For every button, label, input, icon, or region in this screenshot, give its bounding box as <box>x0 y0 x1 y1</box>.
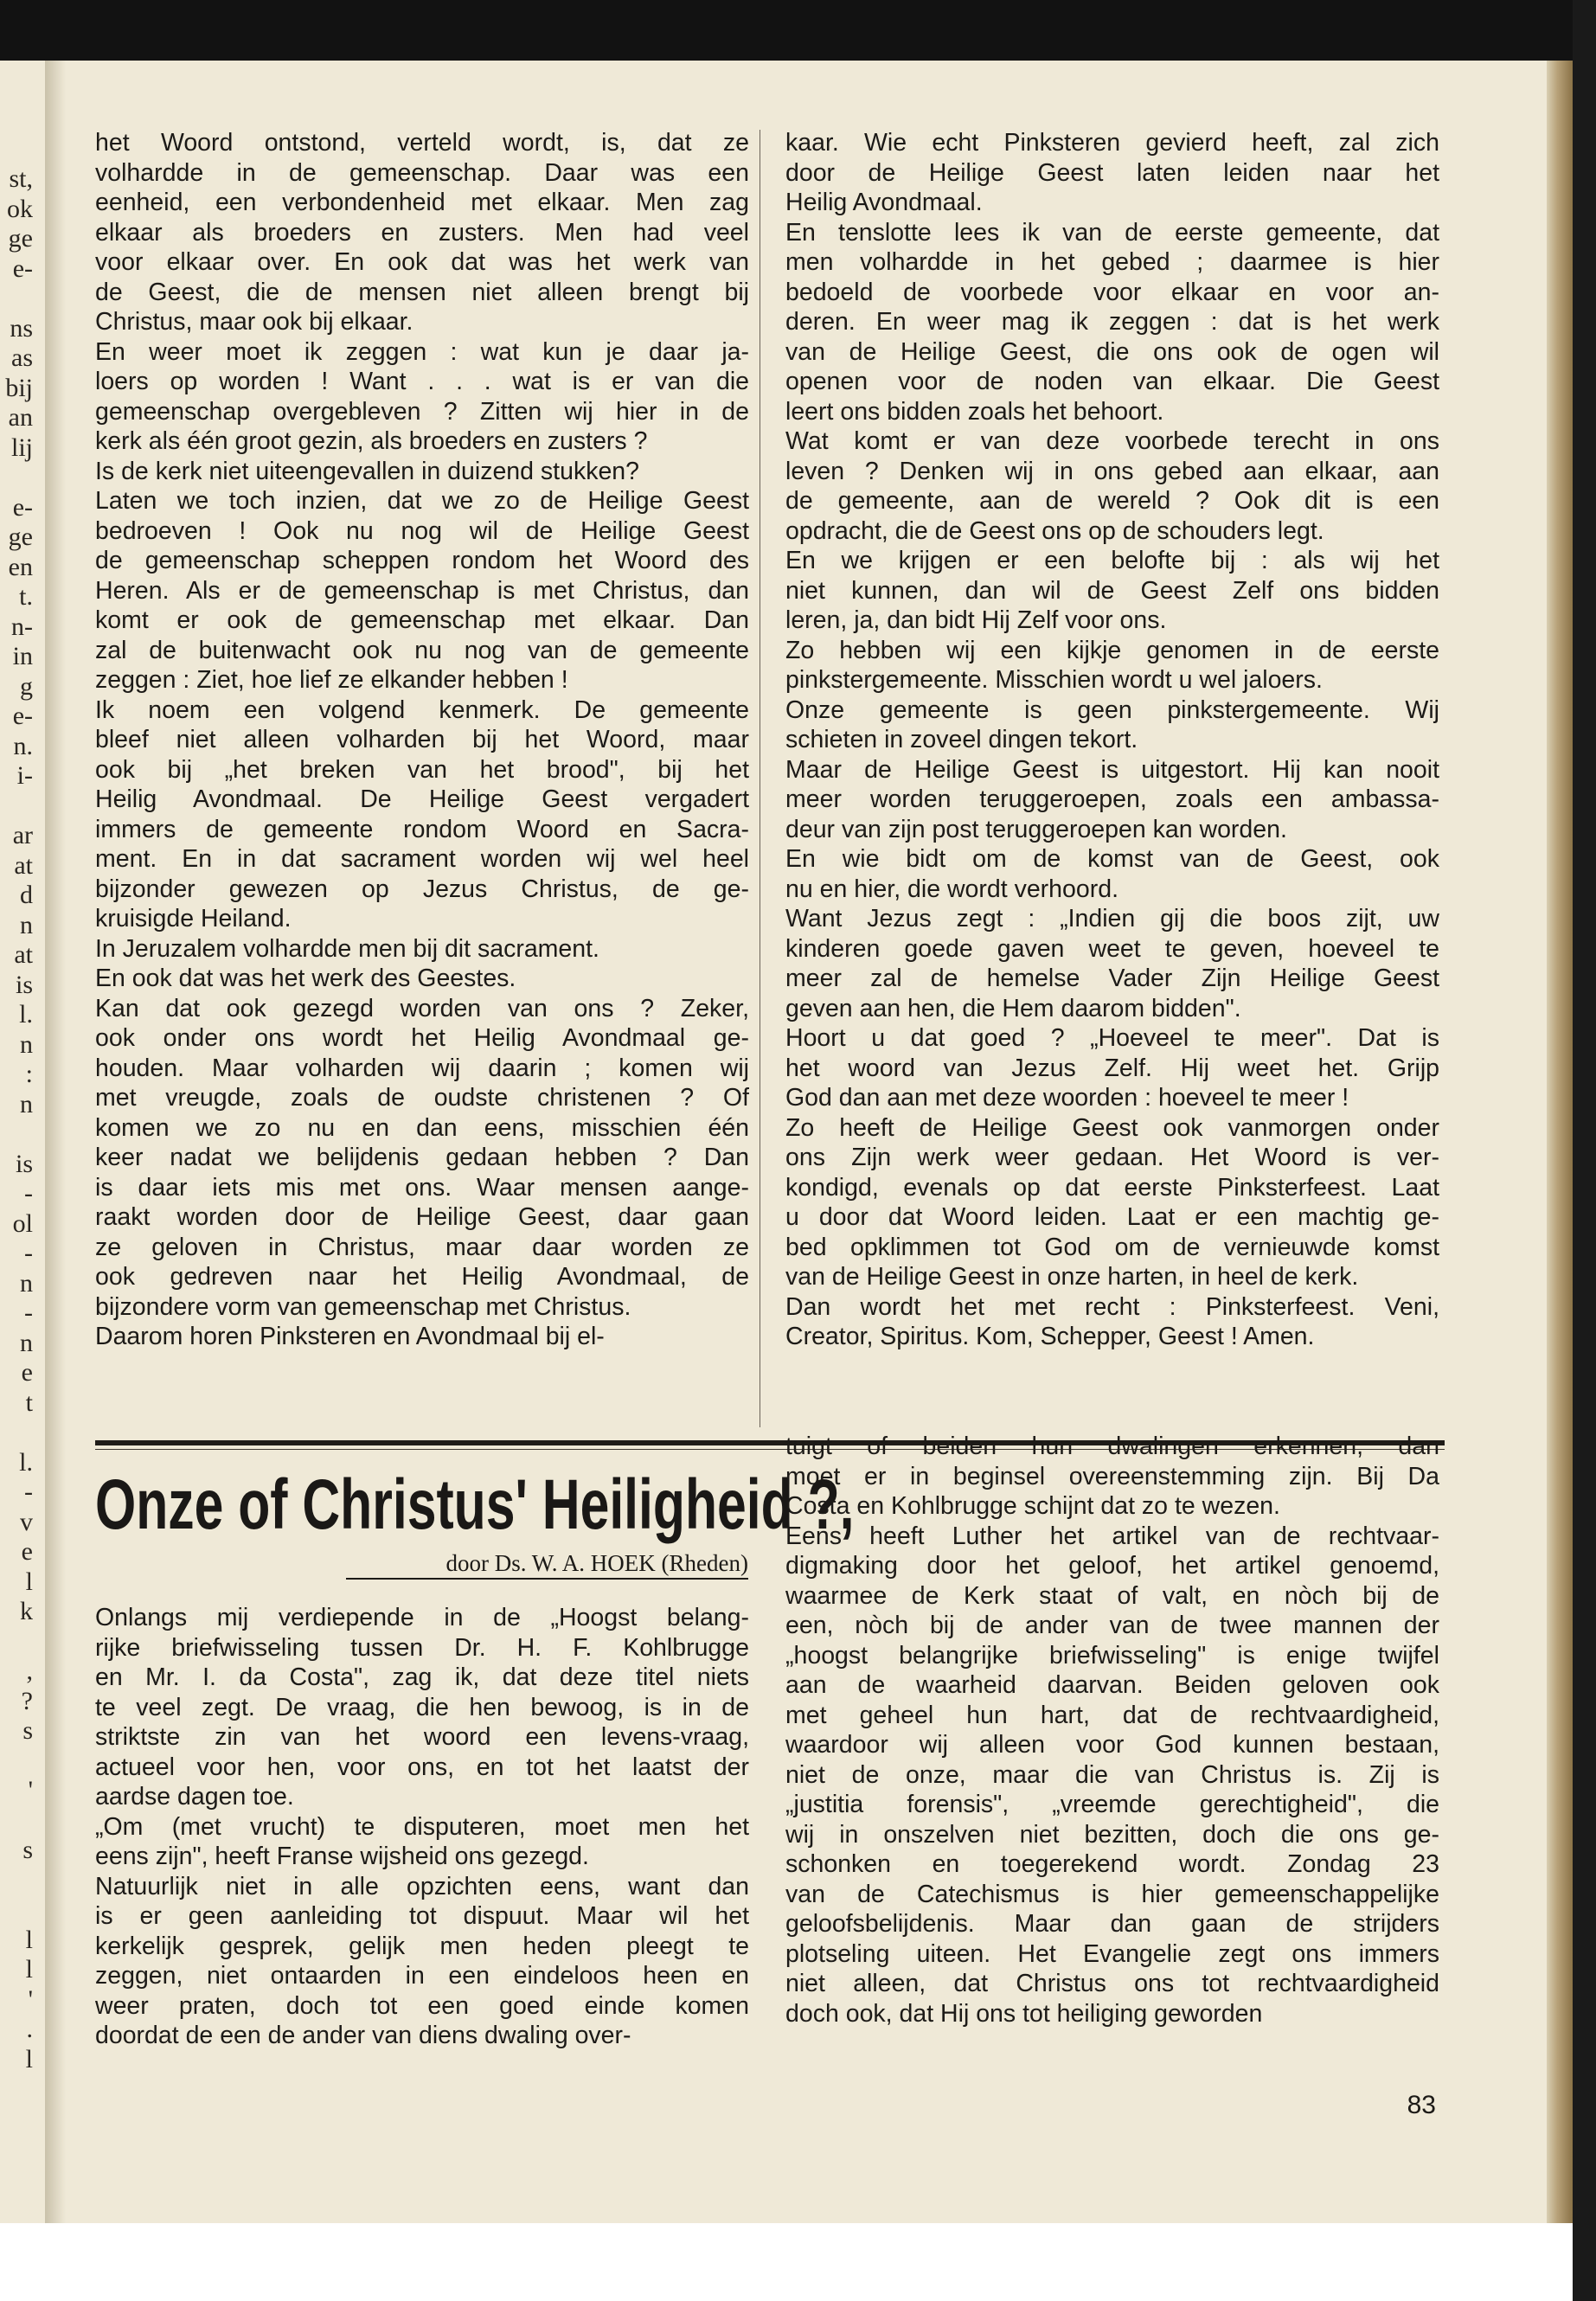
text-line: aardse dagen toe. <box>95 1783 294 1811</box>
text-line: ons Zijn werk weer gedaan. Het Woord is ver- <box>785 1144 1439 1171</box>
text-line: doordat de een de ander van diens dwaling over- <box>95 2022 631 2049</box>
text-line: schonken en toegerekend wordt. Zondag 23 <box>785 1850 1439 1878</box>
bleed-fragment <box>0 1895 38 1926</box>
text-line: niet de onze, maar die van Christus is. Zij is <box>785 1760 1439 1789</box>
bleed-fragment: lij <box>10 433 33 462</box>
bleed-fragment: l <box>25 1955 33 1984</box>
scanner-border-top <box>0 0 1596 61</box>
column-bottom-right <box>785 1432 1439 2029</box>
text-line: komt er ook de gemeenschap met elkaar. Dan <box>95 606 749 634</box>
text-line: komen we zo nu en dan eens, misschien één <box>95 1113 749 1142</box>
text-line: Want Jezus zegt : „Indien gij die boos zijt, uw <box>785 905 1439 933</box>
bleed-fragment <box>0 284 38 314</box>
bleed-fragment <box>0 1866 38 1896</box>
bleed-fragment: - <box>24 1239 33 1267</box>
bleed-fragment: n. <box>13 731 33 760</box>
bleed-fragment: l. <box>19 1000 33 1029</box>
text-line: van de Heilige Geest in onze harten, in heel de kerk. <box>785 1263 1359 1291</box>
text-line: bedoeld de voorbede voor elkaar en voor an- <box>785 278 1439 306</box>
text-line: en Mr. I. da Costa", zag ik, dat deze titel niets <box>95 1663 749 1691</box>
text-line: leert ons bidden zoals het behoort. <box>785 397 1164 426</box>
text-line: Natuurlijk niet in alle opzichten eens, want dan <box>95 1872 749 1900</box>
binding-shadow <box>45 61 66 2223</box>
bleed-fragment: e <box>21 1537 33 1566</box>
bleed-fragment: ar <box>12 821 33 849</box>
text-line: het Woord ontstond, verteld wordt, is, dat ze <box>95 129 749 157</box>
text-line: „Om (met vrucht) te disputeren, moet men het <box>95 1812 749 1841</box>
text-line: is daar iets mis met ons. Waar mensen aange- <box>95 1173 749 1202</box>
scanner-border-right <box>1573 0 1596 2301</box>
bleed-fragment: , <box>26 1657 33 1685</box>
text-line: plotseling uiteen. Het Evangelie zegt ons immers <box>785 1939 1439 1968</box>
bleed-fragment: e- <box>12 492 33 522</box>
bleed-fragment: e- <box>12 702 33 730</box>
bleed-fragment: n <box>20 1029 33 1059</box>
bleed-fragment: v <box>20 1507 33 1536</box>
text-line: openen voor de noden van elkaar. Die Geest <box>785 368 1439 395</box>
text-line: ook onder ons wordt het Heilig Avondmaal ge- <box>95 1024 749 1052</box>
text-line: deren. En weer mag ik zeggen : dat is het werk <box>785 308 1439 336</box>
text-line: keer nadat we belijdenis gedaan hebben ? Dan <box>95 1144 749 1171</box>
bleed-fragment: ok <box>7 194 33 223</box>
text-line: „hoogst belangrijke briefwisseling" is enige twijfel <box>785 1641 1439 1670</box>
text-line: kruisigde Heiland. <box>95 905 292 933</box>
text-line: kondigd, evenals op dat eerste Pinksterfeest. Laat <box>785 1173 1439 1202</box>
bleed-fragment: ol <box>12 1208 33 1238</box>
text-line: met vreugde, zoals de oudste christenen ? Of <box>95 1084 749 1112</box>
text-line: te veel zegt. De vraag, die hen bewoog, is in de <box>95 1693 749 1721</box>
bleed-fragment: l <box>25 1567 33 1596</box>
bleed-fragment: n <box>20 1328 33 1357</box>
text-line: eenheid, een verbondenheid met elkaar. Men zag <box>95 189 749 216</box>
text-line: leven ? Denken wij in ons gebed aan elkaar, aan <box>785 457 1439 485</box>
text-line: met geheel hun hart, dat de rechtvaardigheid, <box>785 1701 1439 1729</box>
bleed-fragment: n <box>20 1089 33 1118</box>
bleed-fragment: ge <box>8 224 33 253</box>
bleed-fragment: l. <box>19 1447 33 1477</box>
bleed-fragment: bij <box>5 373 33 402</box>
text-line: waarmee de Kerk staat of valt, en nòch bij de <box>785 1581 1439 1610</box>
text-line: de Geest, die de mensen niet alleen brengt bij <box>95 278 749 306</box>
text-line: schieten in zoveel dingen tekort. <box>785 726 1138 753</box>
text-line: kerkelijk gesprek, gelijk men heden pleegt te <box>95 1932 749 1960</box>
text-line: Is de kerk niet uiteengevallen in duizend stukken? <box>95 457 639 485</box>
text-line: ook bij „het breken van het brood", bij het <box>95 755 749 784</box>
bleed-fragment: ? <box>21 1686 33 1715</box>
text-line: is er geen aanleiding tot dispuut. Maar wil het <box>95 1902 749 1930</box>
bleed-fragment: l <box>25 2044 33 2073</box>
bleed-fragment: ' <box>28 1984 33 2014</box>
text-line: zal de buitenwacht ook nu nog van de gemeente <box>95 636 749 664</box>
bleed-fragment: s <box>22 1716 33 1745</box>
bleed-fragment: at <box>14 940 33 969</box>
text-line: elkaar als broeders en zusters. Men had veel <box>95 218 749 247</box>
bleed-fragment: - <box>24 1477 33 1506</box>
text-line: En weer moet ik zeggen : wat kun je daar ja- <box>95 337 749 366</box>
text-line: men volhardde in het gebed ; daarmee is hier <box>785 248 1439 276</box>
text-line: van de Heilige Geest, die ons ook de ogen wil <box>785 337 1439 366</box>
text-line: ze geloven in Christus, maar daar worden ze <box>95 1233 749 1261</box>
text-line: Laten we toch inzien, dat we zo de Heilige Geest <box>95 487 749 515</box>
bleed-fragment: n <box>20 910 33 939</box>
text-line: En tenslotte lees ik van de eerste gemeente, dat <box>785 218 1439 247</box>
text-line: bedroeven ! Ook nu nog wil de Heilige Geest <box>95 516 749 545</box>
text-line: Christus, maar ook bij elkaar. <box>95 308 413 336</box>
text-line: doch ook, dat Hij ons tot heiliging geworden <box>785 1999 1263 2028</box>
text-line: geven aan hen, die Hem daarom bidden". <box>785 994 1241 1022</box>
bleed-fragment: s <box>22 1836 33 1864</box>
text-line: opdracht, die de Geest ons op de schouders legt. <box>785 516 1324 545</box>
facing-page-bleed <box>0 164 38 2154</box>
text-line: de gemeenschap scheppen rondom het Woord des <box>95 547 749 574</box>
bleed-fragment: an <box>8 403 33 432</box>
text-line: niet alleen, dat Christus ons tot rechtvaardigheid <box>785 1970 1439 1997</box>
bleed-fragment: e- <box>12 253 33 283</box>
bleed-fragment: n- <box>11 612 33 641</box>
text-line: Maar de Heilige Geest is uitgestort. Hij kan nooit <box>785 755 1439 784</box>
text-line: En we krijgen er een belofte bij : als wij het <box>785 547 1439 574</box>
bleed-fragment: ' <box>28 1776 33 1804</box>
text-line: door de Heilige Geest laten leiden naar het <box>785 158 1439 187</box>
text-line: geloofsbelijdenis. Maar dan gaan de strijders <box>785 1910 1439 1938</box>
page-number: 83 <box>1407 2091 1436 2119</box>
text-line: Heilig Avondmaal. De Heilige Geest vergadert <box>95 785 749 813</box>
bleed-fragment <box>0 1747 38 1777</box>
bleed-fragment <box>0 1418 38 1448</box>
text-line: Wat komt er van deze voorbede terecht in ons <box>785 427 1439 455</box>
text-line: ook gedreven naar het Heilig Avondmaal, de <box>95 1263 749 1291</box>
text-line: gemeenschap overgebleven ? Zitten wij hier in de <box>95 397 749 426</box>
text-line: deur van zijn post teruggeroepen kan worden. <box>785 815 1287 843</box>
text-line: zeggen : Ziet, hoe lief ze elkander hebben ! <box>95 666 568 694</box>
text-line: Dan wordt het met recht : Pinksterfeest. Veni, <box>785 1292 1439 1321</box>
text-line: actueel voor hen, voor ons, en tot het laatst der <box>95 1753 749 1781</box>
text-line: bijzonder gewezen op Jezus Christus, de ge- <box>95 875 749 903</box>
text-line: volhardde in de gemeenschap. Daar was een <box>95 158 749 187</box>
text-line: tuigt of beiden hun dwalingen erkennen, dan <box>785 1433 1439 1460</box>
bleed-fragment: n <box>20 1268 33 1298</box>
text-line: houden. Maar volharden wij daarin ; komen wij <box>95 1054 749 1082</box>
text-line: Creator, Spiritus. Kom, Schepper, Geest ! Amen. <box>785 1323 1315 1350</box>
bleed-fragment: : <box>25 1060 33 1088</box>
bleed-fragment: at <box>14 850 33 880</box>
bleed-fragment: is <box>15 1149 33 1178</box>
text-line: waardoor wij alleen voor God kunnen bestaan, <box>785 1731 1439 1759</box>
text-line: rijke briefwisseling tussen Dr. H. F. Kohlbrugge <box>95 1633 749 1662</box>
text-line: zeggen, niet ontaarden in een eindeloos heen en <box>95 1962 749 1990</box>
bleed-fragment: k <box>20 1597 33 1625</box>
text-line: kinderen goede gaven weet te geven, hoeveel te <box>785 934 1439 963</box>
book-spine-edge <box>1547 61 1573 2223</box>
bleed-fragment: ge <box>8 522 33 551</box>
text-line: u door dat Woord leiden. Laat er een machtig ge- <box>785 1203 1439 1231</box>
text-line: Onze gemeente is geen pinkstergemeente. Wij <box>785 695 1439 724</box>
text-line: meer worden teruggeroepen, zoals een ambassa- <box>785 785 1439 813</box>
text-line: God dan aan met deze woorden : hoeveel te meer ! <box>785 1084 1349 1112</box>
text-line: wij in onszelven niet bezitten, doch die ons ge- <box>785 1820 1439 1849</box>
bleed-fragment: en <box>8 552 33 581</box>
text-line: Hoort u dat goed ? „Hoeveel te meer". Dat is <box>785 1024 1439 1052</box>
text-line: aan de waarheid daarvan. Beiden geloven ook <box>785 1671 1439 1699</box>
text-line: striktste zin van het woord een levens-vraag, <box>95 1723 749 1751</box>
text-line: Zo hebben wij een kijkje genomen in de eerste <box>785 636 1439 664</box>
text-line: Eens heeft Luther het artikel van de rechtvaar- <box>785 1522 1439 1550</box>
text-line: immers de gemeente rondom Woord en Sacra- <box>95 815 749 843</box>
text-line: leren, ja, dan bidt Hij Zelf voor ons. <box>785 606 1167 634</box>
text-line: de gemeente, aan de wereld ? Ook dit is een <box>785 487 1439 515</box>
text-line: Ik noem een volgend kenmerk. De gemeente <box>95 695 749 724</box>
text-line: En wie bidt om de komst van de Geest, ook <box>785 845 1439 873</box>
text-line: meer zal de hemelse Vader Zijn Heilige Geest <box>785 965 1439 992</box>
text-line: Daarom horen Pinksteren en Avondmaal bij el- <box>95 1323 605 1350</box>
bleed-fragment: . <box>26 2015 33 2043</box>
bleed-fragment: - <box>24 1179 33 1208</box>
article-title: Onze of Christus' Heiligheid ?, <box>95 1465 855 1544</box>
text-line: kaar. Wie echt Pinksteren gevierd heeft, zal zich <box>785 129 1439 157</box>
bleed-fragment: is <box>15 970 33 999</box>
article-byline: door Ds. W. A. HOEK (Rheden) <box>346 1548 748 1580</box>
bleed-fragment: ns <box>10 313 33 343</box>
text-line: het woord van Jezus Zelf. Hij weet het. Grijp <box>785 1054 1439 1082</box>
column-top-right <box>785 128 1439 1352</box>
text-line: pinkstergemeente. Misschien wordt u wel jaloers. <box>785 666 1323 694</box>
bleed-fragment <box>0 792 38 822</box>
bleed-fragment: t <box>25 1388 33 1417</box>
text-line: In Jeruzalem volhardde men bij dit sacrament. <box>95 934 599 963</box>
text-line: bed opklimmen tot God om de vernieuwde komst <box>785 1233 1439 1261</box>
bleed-fragment: l <box>25 1925 33 1954</box>
text-line: Onlangs mij verdiepende in de „Hoogst belang- <box>95 1604 749 1631</box>
bleed-fragment <box>0 463 38 493</box>
text-line: bijzondere vorm van gemeenschap met Christus. <box>95 1292 631 1321</box>
bleed-fragment: t. <box>19 582 33 611</box>
text-line: En ook dat was het werk des Geestes. <box>95 965 516 992</box>
bleed-fragment: - <box>24 1298 33 1327</box>
column-bottom-left <box>95 1603 749 2051</box>
text-line: loers op worden ! Want . . . wat is er van die <box>95 368 749 395</box>
bleed-fragment: in <box>12 642 33 670</box>
bleed-fragment: i- <box>16 761 33 790</box>
text-line: Heilig Avondmaal. <box>785 189 983 216</box>
bleed-fragment <box>0 1806 38 1836</box>
bleed-fragment: st, <box>9 164 33 193</box>
text-line: niet kunnen, dan wil de Geest Zelf ons bidden <box>785 576 1439 605</box>
text-line: nu en hier, die wordt verhoord. <box>785 875 1118 903</box>
bleed-fragment: g <box>20 671 33 701</box>
text-line: digmaking door het geloof, het artikel genoemd, <box>785 1552 1439 1580</box>
column-top-left <box>95 128 749 1352</box>
text-line: eens zijn", heeft Franse wijsheid ons gezegd. <box>95 1843 589 1870</box>
text-line: een, nòch bij de ander van de twee mannen der <box>785 1612 1439 1639</box>
text-line: weer praten, doch tot een goed einde komen <box>95 1991 749 2020</box>
text-line: „justitia forensis", „vreemde gerechtigheid", die <box>785 1791 1439 1818</box>
text-line: voor elkaar over. En ook dat was het werk van <box>95 248 749 276</box>
bleed-fragment <box>0 1627 38 1657</box>
text-line: van de Catechismus is hier gemeenschappelijke <box>785 1880 1439 1908</box>
text-line: raakt worden door de Heilige Geest, daar gaan <box>95 1203 749 1231</box>
text-line: Heren. Als er de gemeenschap is met Christus, dan <box>95 576 749 605</box>
text-line: moet er in beginsel overeenstemming zijn. Bij Da <box>785 1462 1439 1490</box>
text-line: Zo heeft de Heilige Geest ook vanmorgen onder <box>785 1113 1439 1142</box>
bleed-fragment: e <box>21 1358 33 1387</box>
bleed-fragment: d <box>20 881 33 909</box>
text-line: Kan dat ook gezegd worden van ons ? Zeker, <box>95 994 749 1022</box>
text-line: kerk als één groot gezin, als broeders en zusters ? <box>95 427 648 455</box>
text-line: ment. En in dat sacrament worden wij wel heel <box>95 845 749 873</box>
bleed-fragment: as <box>11 343 33 372</box>
text-line: bleef niet alleen volharden bij het Woord, maar <box>95 726 749 753</box>
text-line: Costa en Kohlbrugge schijnt dat zo te wezen. <box>785 1492 1280 1520</box>
bleed-fragment <box>0 1119 38 1150</box>
